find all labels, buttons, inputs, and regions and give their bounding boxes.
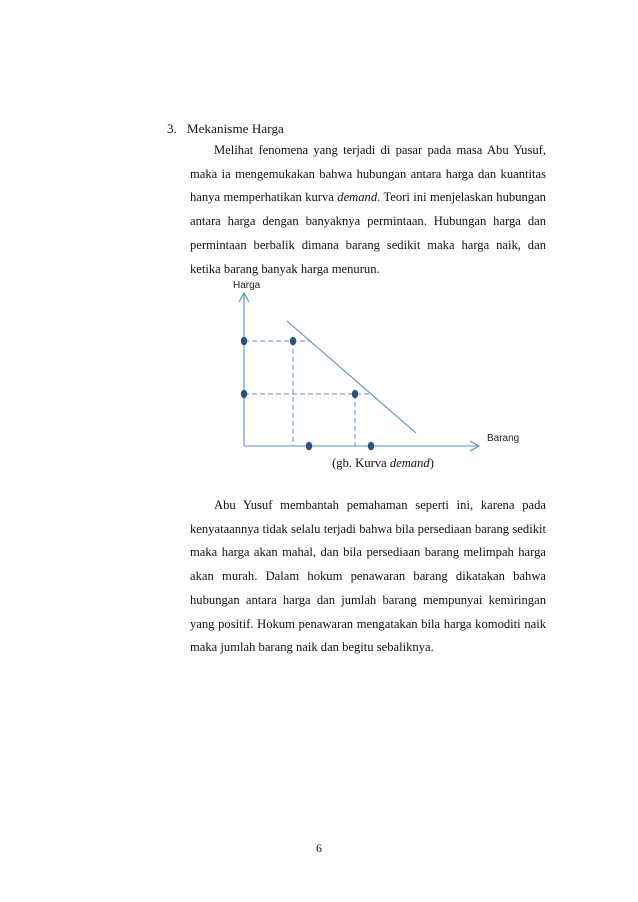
marker-price-low xyxy=(241,390,247,399)
paragraph-1-italic: demand xyxy=(337,190,378,205)
demand-curve-figure xyxy=(228,280,538,472)
paragraph-1-after: . Teori ini menjelaskan hubungan antara harga dengan banyaknya permintaan. Hubungan harga dan permintaan berbalik dimana barang sedikit maka harga naik, dan ketika barang banyak harga menurun. xyxy=(190,190,546,276)
x-axis-label: Barang xyxy=(487,433,520,444)
paragraph-2-text: Abu Yusuf membantah pemahaman seperti ini, karena pada kenyataannya tidak selalu terjadi bahwa bila persediaan barang sedikit maka harga akan mahal, dan bila persediaan barang melimpah harga akan murah. Dalam hokum penawaran barang dikatakan bahwa hubungan antara harga dan jumlah barang mempunyai kemiringan yang positif. Hokum penawaran mengatakan bila harga komoditi naik maka jumlah barang naik dan begitu sebaliknya. xyxy=(190,498,546,655)
paragraph-1 xyxy=(190,139,546,281)
section-heading xyxy=(167,121,284,137)
marker-price-high xyxy=(241,337,247,346)
demand-line xyxy=(287,321,416,433)
marker-quantity-low xyxy=(306,442,312,451)
caption-after: ) xyxy=(429,456,434,470)
section-title: Mekanisme Harga xyxy=(187,121,284,136)
paragraph-1-before: Melihat fenomena yang terjadi di pasar pada masa Abu Yusuf, maka ia mengemukakan bahwa hubungan antara harga dan kuantitas hanya memperhatikan kurva xyxy=(190,143,546,205)
figure-caption xyxy=(228,456,538,471)
page-number: 6 xyxy=(316,841,322,855)
marker-quantity-high xyxy=(368,442,374,451)
marker-point-a xyxy=(290,337,296,346)
y-axis-label: Harga xyxy=(233,280,261,291)
caption-italic: demand xyxy=(389,456,430,470)
paragraph-1-text xyxy=(190,139,546,281)
caption-before: (gb. Kurva xyxy=(332,456,390,470)
section-number: 3. xyxy=(167,121,177,136)
paragraph-2 xyxy=(190,494,546,660)
marker-point-b xyxy=(352,390,358,399)
